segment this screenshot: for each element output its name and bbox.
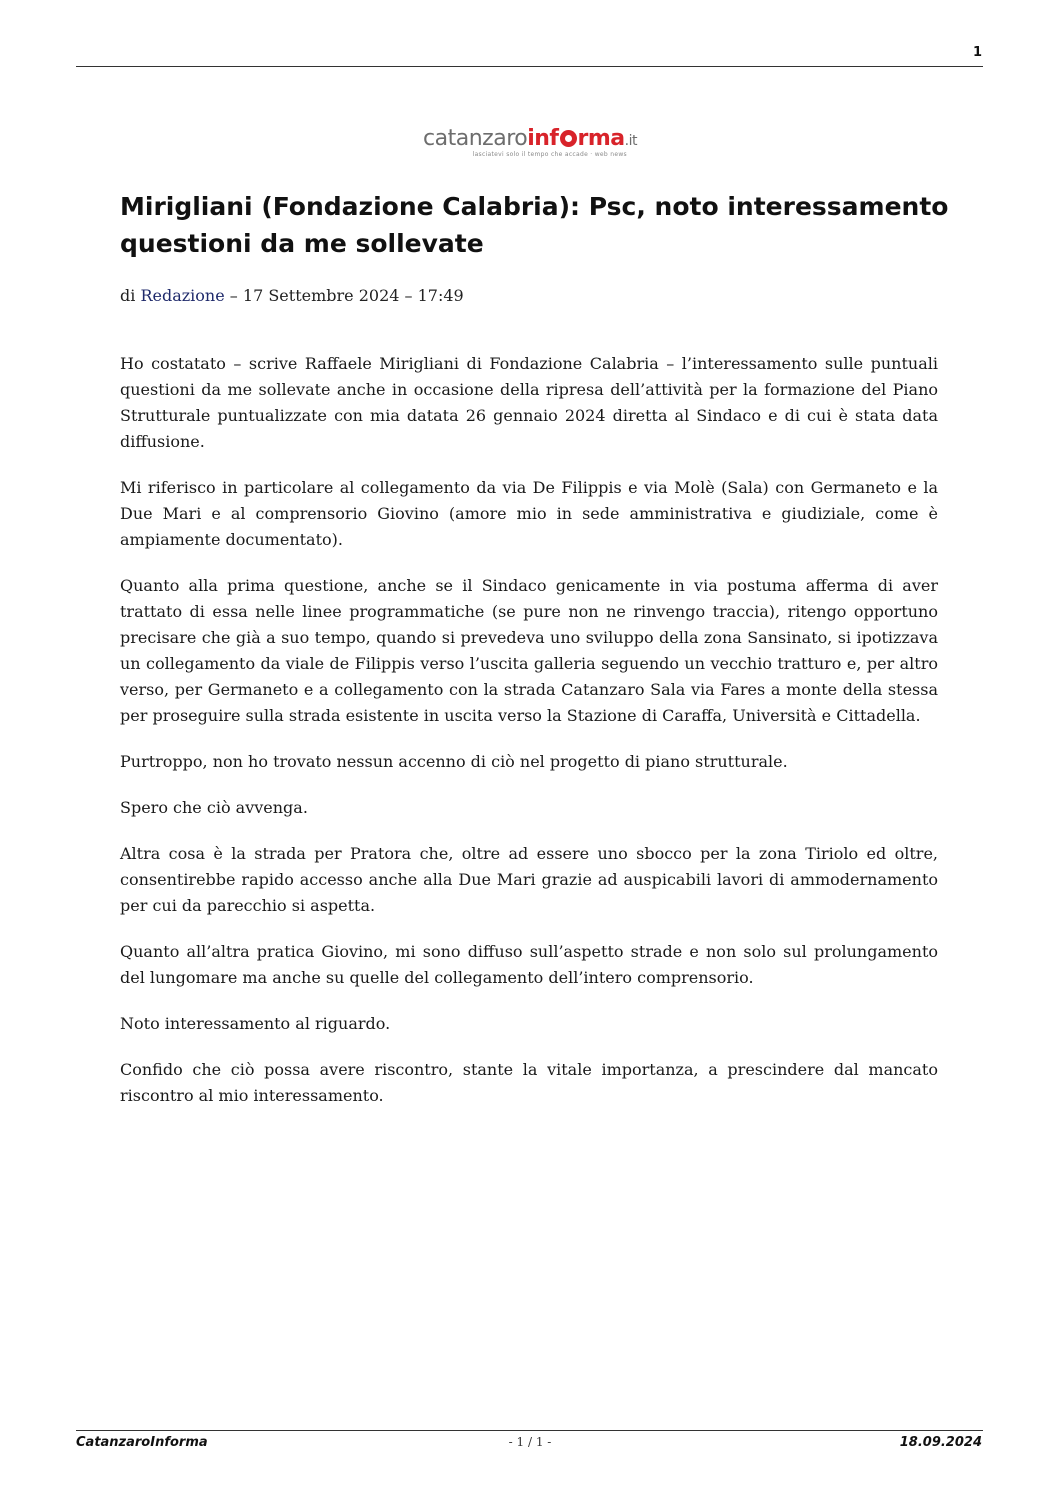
article-paragraph: Quanto all’altra pratica Giovino, mi sono diffuso sull’aspetto strade e non solo sul prolungamento del lungomare ma anche su quelle del collegamento dell’intero comprensorio. (120, 942, 938, 987)
logo-text-catanzaro: catanzaro (423, 126, 528, 151)
article-paragraph: Altra cosa è la strada per Pratora che, oltre ad essere uno sbocco per la zona Tiriolo ed oltre, consentirebbe rapido accesso anche alla Due Mari grazie ad auspicabili lavori di ammodernamento per cui da parecchio si aspetta. (120, 844, 938, 915)
logo-text-inf: inf (527, 126, 559, 151)
site-logo[interactable] (0, 128, 1060, 160)
byline-date: – 17 Settembre 2024 – 17:49 (229, 286, 464, 305)
footer-site-name: CatanzaroInforma (76, 1435, 208, 1450)
footer-pagination: - 1 / 1 - (508, 1435, 552, 1449)
header-divider (76, 66, 983, 67)
article-paragraph: Ho costatato – scrive Raffaele Mirigliani di Fondazione Calabria – l’interessamento sulle puntuali questioni da me sollevate anche in occasione della ripresa dell’attività per la formazione del Piano Strutturale puntualizzate con mia datata 26 gennaio 2024 diretta al Sindaco e di cui è stata data diffusione. (120, 354, 938, 451)
article-body (120, 351, 938, 1129)
logo-text-tld: .it (624, 133, 637, 149)
footer-date: 18.09.2024 (899, 1435, 982, 1450)
footer-divider (76, 1430, 983, 1431)
logo-text-rma: rma (577, 126, 625, 151)
article-byline (120, 284, 464, 308)
article-paragraph: Mi riferisco in particolare al collegamento da via De Filippis e via Molè (Sala) con Germaneto e la Due Mari e al comprensorio Giovino (amore mio in sede amministrativa e giudiziale, come è ampiamente documentato). (120, 478, 938, 549)
logo-wordmark (423, 128, 637, 158)
article-paragraph: Noto interessamento al riguardo. (120, 1014, 391, 1033)
byline-prefix: di (120, 286, 136, 305)
author-link[interactable]: Redazione (140, 286, 225, 305)
page-number: 1 (972, 45, 982, 60)
logo-tagline: lasciatevi solo il tempo che accade · web news (472, 151, 627, 158)
logo-o-circle-icon (560, 130, 577, 147)
article-paragraph: Quanto alla prima questione, anche se il Sindaco genicamente in via postuma afferma di aver trattato di essa nelle linee programmatiche (se pure non ne rinvengo traccia), ritengo opportuno precisare che già a suo tempo, quando si prevedeva uno sviluppo della zona Sansinato, si ipotizzava un collegamento da viale de Filippis verso l’uscita galleria seguendo un vecchio tratturo e, per altro verso, per Germaneto e a collegamento con la strada Catanzaro Sala via Fares a monte della stessa per proseguire sulla strada esistente in uscita verso la Stazione di Caraffa, Università e Cittadella. (120, 576, 938, 725)
article-paragraph: Confido che ciò possa avere riscontro, stante la vitale importanza, a prescindere dal mancato riscontro al mio interessamento. (120, 1060, 938, 1105)
article-paragraph: Purtroppo, non ho trovato nessun accenno di ciò nel progetto di piano strutturale. (120, 752, 788, 771)
article-title: Mirigliani (Fondazione Calabria): Psc, noto interessamento questioni da me sollevate (120, 192, 949, 258)
article-paragraph: Spero che ciò avvenga. (120, 798, 308, 817)
